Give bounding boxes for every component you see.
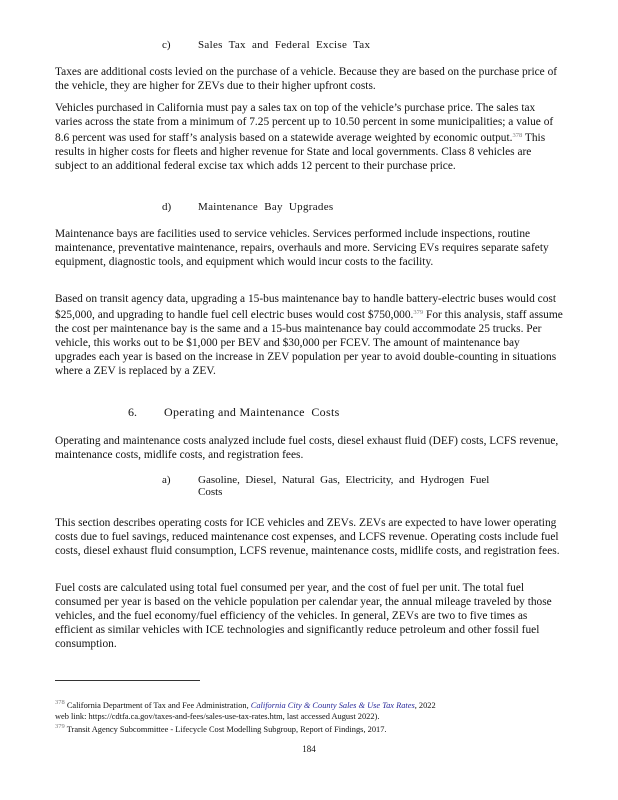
heading-title: Maintenance Bay Upgrades — [198, 201, 334, 213]
paragraph-text: Based on transit agency data, upgrading a 15-bus maintenance bay to handle battery-electric buses would cost $25,000, and upgrading to handle fuel cell electric buses would cost $750,000. — [55, 293, 557, 321]
heading-title-line2: Costs — [198, 486, 223, 498]
footnote-number: 378 — [55, 699, 65, 706]
footnote-ref[interactable]: 379 — [413, 309, 424, 316]
footnote-378 — [55, 697, 575, 722]
footnote-text: , 2022 — [414, 701, 436, 710]
footnote-divider — [55, 680, 200, 681]
footnote-title-link[interactable]: California City & County Sales & Use Tax Rates — [250, 701, 415, 710]
paragraph-sales-tax — [55, 101, 563, 173]
footnote-ref[interactable]: 378 — [512, 132, 523, 139]
heading-maintenance-bays — [162, 201, 333, 213]
footnote-url[interactable]: web link: https://cdtfa.ca.gov/taxes-and-fees/sales-use-tax-rates.htm, last accessed August 2022). — [55, 712, 380, 721]
heading-om-costs — [128, 405, 340, 420]
paragraph-transit-data — [55, 292, 563, 378]
paragraph-taxes-intro: Taxes are additional costs levied on the purchase of a vehicle. Because they are based on the purchase price of the vehicle, they are higher for ZEVs due to their higher upfront costs. — [55, 66, 558, 92]
paragraph-om-intro: Operating and maintenance costs analyzed include fuel costs, diesel exhaust fluid (DEF) costs, LCFS revenue, maintenance costs, midlife costs, and registration fees. — [55, 435, 559, 461]
heading-label: a) — [162, 474, 171, 486]
paragraph-text: For this analysis, staff assume the cost per maintenance bay is the same and a 15-bus maintenance bay could accommodate 25 trucks. Per vehicle, this works out to be $1,000 per BEV and $30,000 per FCEV. The amount of maintenance bay upgrades each year is based on the increase in ZEV population per year to avoid double-counting in situations where a ZEV is replaced by a ZEV. — [55, 309, 563, 377]
heading-title-line1: Gasoline, Diesel, Natural Gas, Electricity, and Hydrogen Fuel — [198, 474, 490, 486]
heading-title: Operating and Maintenance Costs — [164, 405, 340, 419]
paragraph-text: This results in higher costs for fleets and higher revenue for State and local governments. Class 8 vehicles are subject to an additional federal excise tax which adds 12 percent to their purchase price. — [55, 132, 546, 172]
heading-sales-tax — [162, 39, 370, 51]
footnote-379 — [55, 721, 575, 735]
paragraph-operating-costs: This section describes operating costs for ICE vehicles and ZEVs. ZEVs are expected to have lower operating costs due to fuel savings, reduced maintenance cost expenses, and LCFS revenue. Operating costs include fuel costs, diesel exhaust fluid consumption, LCFS revenue, maintenance costs, midlife costs, and registration fees. — [55, 517, 560, 557]
heading-label: c) — [162, 39, 171, 51]
footnote-text: California Department of Tax and Fee Administration, — [66, 701, 249, 710]
paragraph-maintenance-bays: Maintenance bays are facilities used to service vehicles. Services performed include inspections, routine maintenance, preventative maintenance, repairs, overhauls and more. Servicing EVs requires separate safety equipment, diagnostic tools, and equipment which would incur costs to the facility. — [55, 228, 549, 268]
heading-fuel-cost — [162, 474, 489, 498]
heading-label: d) — [162, 201, 172, 213]
heading-title: Sales Tax and Federal Excise Tax — [198, 39, 371, 51]
footnote-text: Transit Agency Subcommittee - Lifecycle Cost Modelling Subgroup, Report of Findings, 2017. — [66, 725, 387, 734]
page-number: 184 — [302, 744, 316, 754]
paragraph-fuel-costs: Fuel costs are calculated using total fuel consumed per year, and the cost of fuel per unit. The total fuel consumed per year is based on the vehicle population per calendar year, the annual mileage traveled by those vehicles, and the fuel economy/fuel efficiency of the vehicles. In general, ZEVs are two to five times as efficient as similar vehicles with ICE technologies and significantly reduce petroleum and other fossil fuel consumption. — [55, 582, 552, 650]
footnote-number: 379 — [55, 723, 65, 730]
heading-label: 6. — [128, 405, 137, 419]
paragraph-text: Vehicles purchased in California must pay a sales tax on top of the vehicle’s purchase price. The sales tax varies across the state from a minimum of 7.25 percent up to 10.50 percent in some municipalities; a value of 8.6 percent was used for staff’s analysis based on a statewide average weighted by economic output. — [55, 102, 554, 144]
